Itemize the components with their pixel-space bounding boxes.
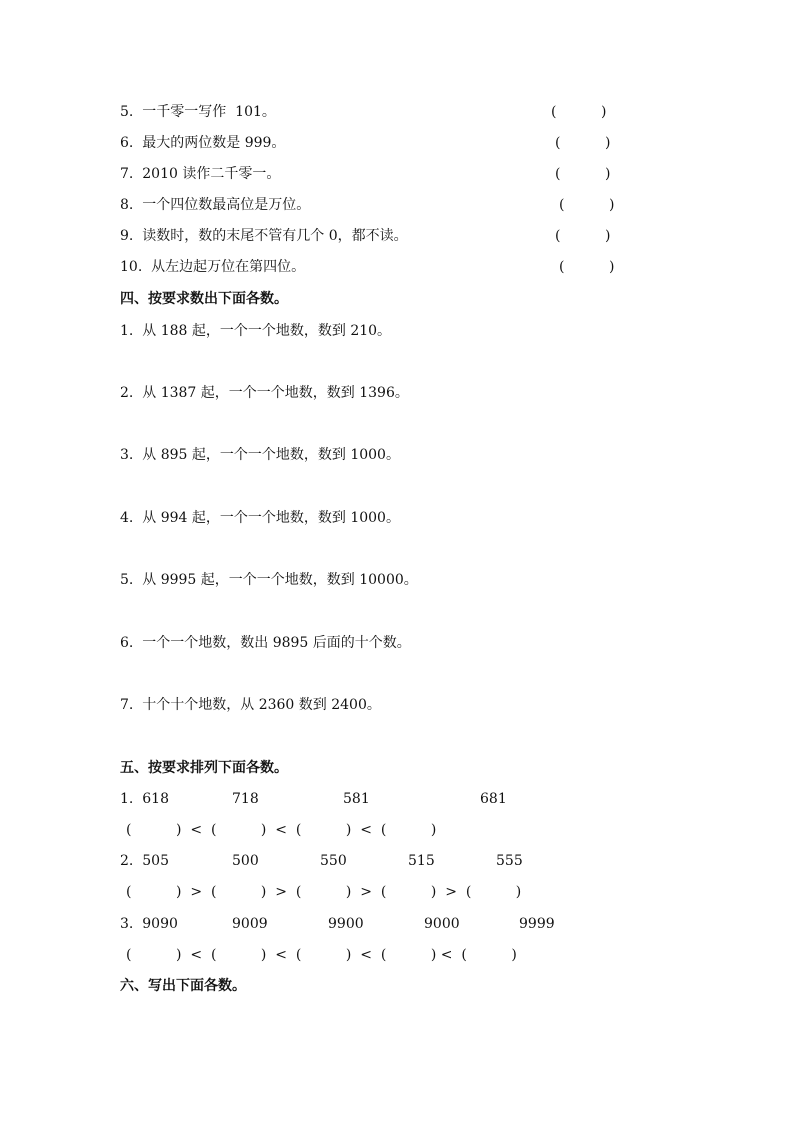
section-5-title: 五、按要求排列下面各数。 <box>120 760 288 776</box>
judge-item-9: 9. 读数时，数的末尾不管有几个 0，都不读。 <box>120 228 408 244</box>
judge-answer-6[interactable]: ( ) <box>555 135 611 151</box>
judge-answer-8[interactable]: ( ) <box>559 197 615 213</box>
section-4-item-4: 4. 从 994 起，一个一个地数，数到 1000。 <box>120 510 400 526</box>
judge-answer-7[interactable]: ( ) <box>555 166 611 182</box>
q2-num-5: 555 <box>496 853 523 869</box>
q2-num-4: 515 <box>408 853 435 869</box>
q1-label: 1. 618 <box>120 791 169 807</box>
q1-num-4: 681 <box>480 791 507 807</box>
judge-item-7: 7. 2010 读作二千零一。 <box>120 166 281 182</box>
q3-label: 3. 9090 <box>120 916 178 932</box>
q1-answer-row[interactable]: ( ) < ( ) < ( ) < ( ) <box>126 822 437 838</box>
q1-num-2: 718 <box>232 791 259 807</box>
judge-item-8: 8. 一个四位数最高位是万位。 <box>120 197 311 213</box>
q3-num-5: 9999 <box>519 916 555 932</box>
q2-num-2: 500 <box>232 853 259 869</box>
section-6-title: 六、写出下面各数。 <box>120 978 246 994</box>
section-4-title: 四、按要求数出下面各数。 <box>120 291 288 307</box>
q1-num-3: 581 <box>343 791 370 807</box>
section-4-item-5: 5. 从 9995 起，一个一个地数，数到 10000。 <box>120 572 418 588</box>
section-4-item-6: 6. 一个一个地数，数出 9895 后面的十个数。 <box>120 635 411 651</box>
q2-label: 2. 505 <box>120 853 169 869</box>
q2-num-3: 550 <box>320 853 347 869</box>
q3-num-2: 9009 <box>232 916 268 932</box>
q2-answer-row[interactable]: ( ) > ( ) > ( ) > ( ) > ( ) <box>126 884 522 900</box>
judge-item-5: 5. 一千零一写作 101。 <box>120 104 276 120</box>
section-4-item-3: 3. 从 895 起，一个一个地数，数到 1000。 <box>120 447 400 463</box>
judge-answer-10[interactable]: ( ) <box>559 259 615 275</box>
q3-num-4: 9000 <box>424 916 460 932</box>
judge-item-10: 10. 从左边起万位在第四位。 <box>120 259 306 275</box>
section-4-item-7: 7. 十个十个地数，从 2360 数到 2400。 <box>120 697 381 713</box>
section-4-item-2: 2. 从 1387 起，一个一个地数，数到 1396。 <box>120 385 409 401</box>
judge-answer-5[interactable]: ( ) <box>551 104 607 120</box>
judge-item-6: 6. 最大的两位数是 999。 <box>120 135 286 151</box>
q3-answer-row[interactable]: ( ) < ( ) < ( ) < ( ) < ( ) <box>126 947 517 963</box>
judge-answer-9[interactable]: ( ) <box>555 228 611 244</box>
section-4-item-1: 1. 从 188 起，一个一个地数，数到 210。 <box>120 323 392 339</box>
q3-num-3: 9900 <box>328 916 364 932</box>
